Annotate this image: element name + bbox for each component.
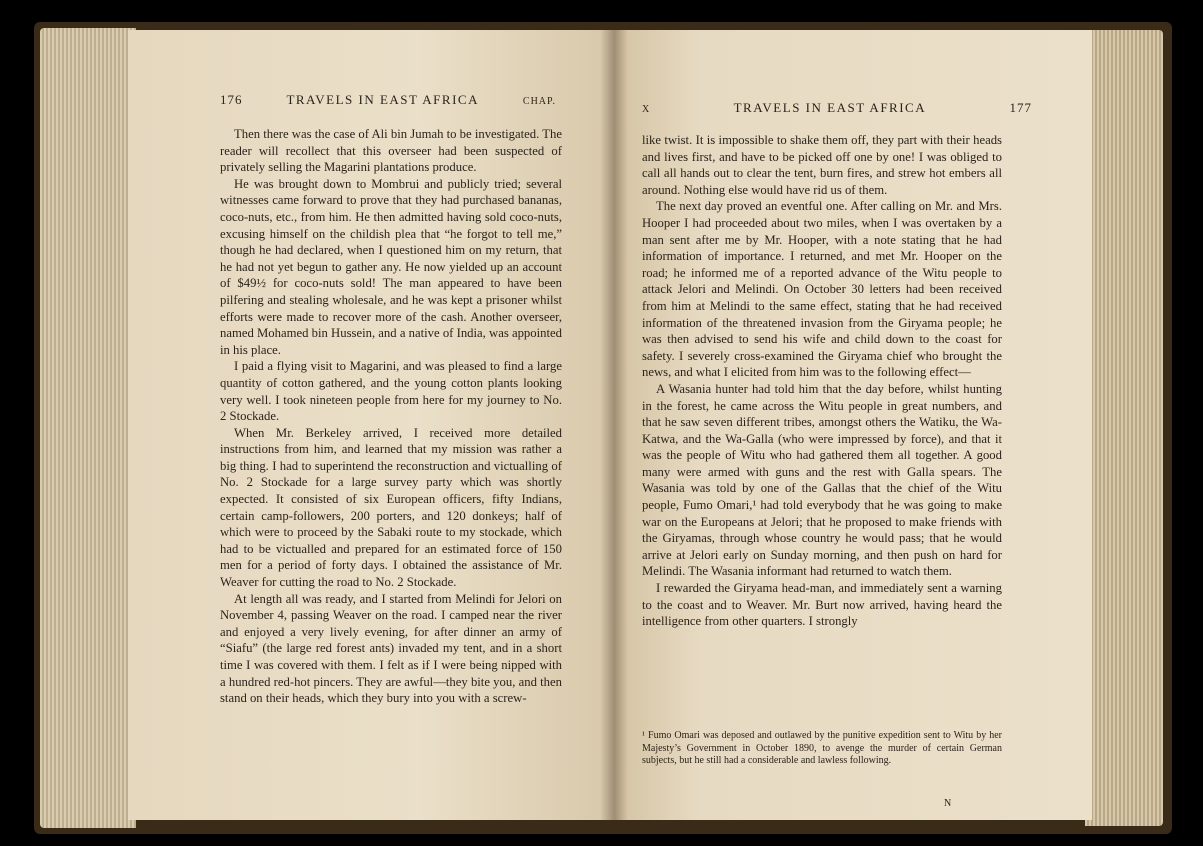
right-running-head (642, 100, 1032, 116)
left-chapter-label: CHAP. (522, 96, 556, 107)
paragraph: I rewarded the Giryama head-man, and immediately sent a warning to the coast and to Weaver. Mr. Burt now arrived, having heard the intelligence from other quarters. I strongly (642, 581, 1002, 629)
paragraph: Then there was the case of Ali bin Jumah to be investigated. The reader will recollect that this overseer had been suspected of privately selling the Magarini plantations produce. (220, 127, 562, 175)
left-page-edges (40, 28, 136, 828)
left-running-head (220, 92, 556, 108)
footnote: ¹ Fumo Omari was deposed and outlawed by the punitive expedition sent to Witu by her Majesty’s Government in October 1890, to avenge the murder of certain German subjects, but he still had a considerable and lawless following. (642, 730, 1002, 766)
signature-mark: N (944, 798, 952, 809)
left-body-text (220, 126, 562, 707)
right-chapter-label: X (642, 104, 651, 115)
right-page-number: 177 (1009, 100, 1032, 115)
paragraph: like twist. It is impossible to shake them off, they part with their heads and lives first, and have to be picked off one by one! I was obliged to call all hands out to clear the tent, burn fires, and strew hot embers all around. Nothing else would have rid us of them. (642, 133, 1002, 197)
paragraph: When Mr. Berkeley arrived, I received more detailed instructions from him, and learned that my mission was rather a big thing. I had to superintend the reconstruction and victualling of No. 2 Stockade for a large survey party which was shortly expected. It consisted of six European officers, fifty Indians, certain camp-followers, 200 porters, and 120 donkeys; half of which were to proceed by the Sabaki route to my stockade, which had to be victualled and prepared for an estimated force of 150 men for a period of forty days. I obtained the assistance of Mr. Weaver for cutting the road to No. 2 Stockade. (220, 425, 562, 590)
right-body-text (642, 132, 1002, 630)
paragraph: He was brought down to Mombrui and publicly tried; several witnesses came forward to prove that they had purchased bananas, coco-nuts, etc., from him. He then admitted having sold coco-nuts, excusing himself on the childish plea that “he forgot to tell me,” though he had declared, when I questioned him on my return, that he had not yet begun to gather any. He now yielded up an account of $49½ for coco-nuts sold! The man appeared to have been pilfering and stealing wholesale, and he was kept a prisoner whilst efforts were made to recover more of the cash. Another overseer, named Mohamed bin Hussein, and a native of India, was appointed in his place. (220, 176, 562, 357)
right-page (614, 30, 1092, 820)
left-page-number: 176 (220, 92, 243, 107)
right-running-title: TRAVELS IN EAST AFRICA (733, 100, 927, 115)
left-running-title: TRAVELS IN EAST AFRICA (286, 92, 479, 107)
paragraph: The next day proved an eventful one. After calling on Mr. and Mrs. Hooper I had proceeded about two miles, when I was overtaken by a man sent after me by Mr. Hooper, with a note stating that he had information of importance. I returned, and met Mr. Hooper on the road; he informed me of a reported advance of the Witu people to attack Jelori and Melindi. On October 30 letters had been received from him at Melindi to the same effect, stating that he had received information of the threatened invasion from the Giryama people; he was then advised to send his wife and child down to the coast for safety. I severely cross-examined the Giryama chief who brought the news, and what I elicited from him was to the following effect— (642, 199, 1002, 380)
left-page (128, 30, 614, 820)
paragraph: I paid a flying visit to Magarini, and was pleased to find a large quantity of cotton gathered, and the young cotton plants looking very well. I took nineteen people from here for my journey to No. 2 Stockade. (220, 359, 562, 424)
paragraph: A Wasania hunter had told him that the day before, whilst hunting in the forest, he came across the Witu people in great numbers, and that he saw seven different tribes, amongst others the Watiku, the Wa-Katwa, and the Wa-Galla (who were impressed by force), and that it was the people of Witu who had gathered them all together. A good many were armed with guns and the rest with Galla spears. The Wasania was told by one of the Gallas that the chief of the Witu people, Fumo Omari,¹ had told everybody that he was going to make war on the Europeans at Jelori; that he proposed to make friends with the Giryamas, through whose country he would pass; that he would arrive at Jelori early on Sunday morning, and then push on hard for Melindi. The Wasania informant had returned to watch them. (642, 381, 1002, 579)
book-gutter (600, 30, 628, 820)
paragraph: At length all was ready, and I started from Melindi for Jelori on November 4, passing Weaver on the road. I camped near the river and enjoyed a very lively evening, for after dinner an army of “Siafu” (the large red forest ants) invaded my tent, and in a short time I was covered with them. I felt as if I were being nipped with a hundred red-hot pincers. They are awful—they bite you, and then stand on their heads, which they bury into you with a screw- (220, 591, 562, 706)
right-page-edges (1085, 30, 1163, 826)
